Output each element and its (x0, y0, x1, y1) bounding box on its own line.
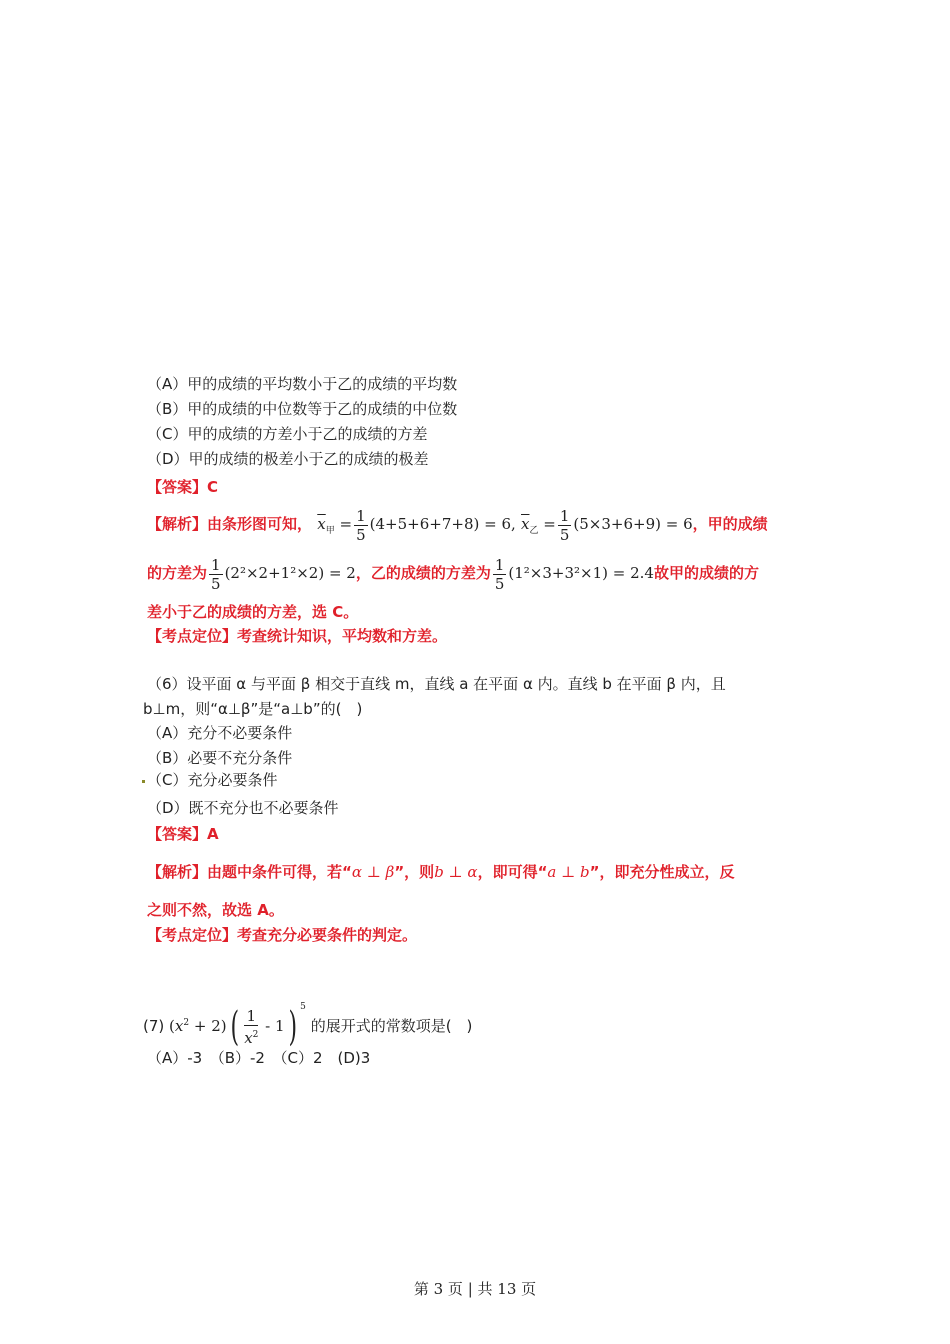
analysis-tag: 【解析】 (147, 863, 208, 881)
q6-option-a: （A）充分不必要条件 (147, 724, 293, 742)
q7-options: （A）-3 （B）-2 （C）2 (D)3 (147, 1049, 371, 1067)
q5-analysis-line-2 (147, 553, 759, 593)
q5-option-b: （B）甲的成绩的中位数等于乙的成绩的中位数 (147, 400, 458, 418)
kaodian-text: 考查统计知识，平均数和方差。 (237, 627, 448, 645)
answer-value: A (207, 825, 219, 843)
analysis-text: ，即可得“ (477, 863, 548, 881)
analysis-text: 由条形图可知， (207, 515, 313, 533)
page-footer: 第 3 页 | 共 13 页 (413, 1280, 537, 1298)
q5-analysis-line-3: 差小于乙的成绩的方差，选 C。 (147, 603, 359, 621)
analysis-text: 的方差为 (147, 564, 208, 582)
q7-stem-tail: 的展开式的常数项是( ) (310, 1017, 473, 1035)
answer-tag: 【答案】 (147, 825, 208, 843)
q6-option-c: （C）充分必要条件 (147, 771, 278, 789)
analysis-text-end: ，甲的成绩 (692, 515, 768, 533)
q6-stem-line-1: （6）设平面 α 与平面 β 相交于直线 m，直线 a 在平面 α 内。直线 b 在平面 β 内，且 (147, 675, 726, 693)
kaodian-text: 考查充分必要条件的判定。 (237, 926, 418, 944)
answer-value: C (207, 478, 219, 496)
analysis-text: 故甲的成绩的方 (653, 564, 759, 582)
q7-expression: $(x^2 + 2)$( $\frac{1}{x^2}$ - 1) $^5$ (169, 1002, 306, 1050)
var-yi-formula: $\frac{1}{5}$ (1²×3+3²×1) = 2.4 (494, 555, 654, 593)
q6-kaodian (147, 925, 417, 945)
q6-option-b: （B）必要不充分条件 (147, 749, 293, 767)
kaodian-tag: 【考点定位】 (147, 627, 238, 645)
q5-analysis-line-1 (147, 504, 768, 551)
stray-dot (142, 780, 145, 783)
analysis-text: ，乙的成绩的方差为 (355, 564, 491, 582)
q6-stem-line-2: b⊥m，则“α⊥β”是“a⊥b”的( ) (143, 700, 363, 718)
question-number: (7) (143, 1017, 165, 1035)
math-a-perp-b: a ⊥ b (547, 863, 590, 881)
q6-analysis-line-1 (147, 862, 734, 882)
var-jia-formula: $\frac{1}{5}$ (2²×2+1²×2) = 2 (211, 555, 356, 593)
q6-answer (147, 824, 219, 844)
math-alpha-perp-beta: α ⊥ β (351, 863, 395, 881)
q5-option-c: （C）甲的成绩的方差小于乙的成绩的方差 (147, 425, 428, 443)
q5-option-d: （D）甲的成绩的极差小于乙的成绩的极差 (147, 450, 429, 468)
analysis-text: ”，即充分性成立，反 (589, 863, 735, 881)
q7-stem (143, 982, 473, 1050)
kaodian-tag: 【考点定位】 (147, 926, 238, 944)
analysis-tag: 【解析】 (147, 515, 208, 533)
math-b-perp-alpha: b ⊥ α (434, 863, 478, 881)
mean-jia-formula: $\overline{x}_甲$ = $\frac{1}{5}$ (4+5+6+7+8) = 6, (317, 506, 516, 544)
analysis-text: ”，则 (394, 863, 435, 881)
q5-kaodian (147, 626, 447, 646)
q6-option-d: （D）既不充分也不必要条件 (147, 799, 339, 817)
analysis-text: 由题中条件可得，若“ (207, 863, 352, 881)
q6-analysis-line-2: 之则不然，故选 A。 (147, 901, 284, 919)
mean-yi-formula: $\overline{x}_乙$ = $\frac{1}{5}$ (5×3+6+9) = 6 (521, 506, 693, 544)
q5-answer (147, 477, 218, 497)
q5-option-a: （A）甲的成绩的平均数小于乙的成绩的平均数 (147, 375, 458, 393)
answer-tag: 【答案】 (147, 478, 208, 496)
